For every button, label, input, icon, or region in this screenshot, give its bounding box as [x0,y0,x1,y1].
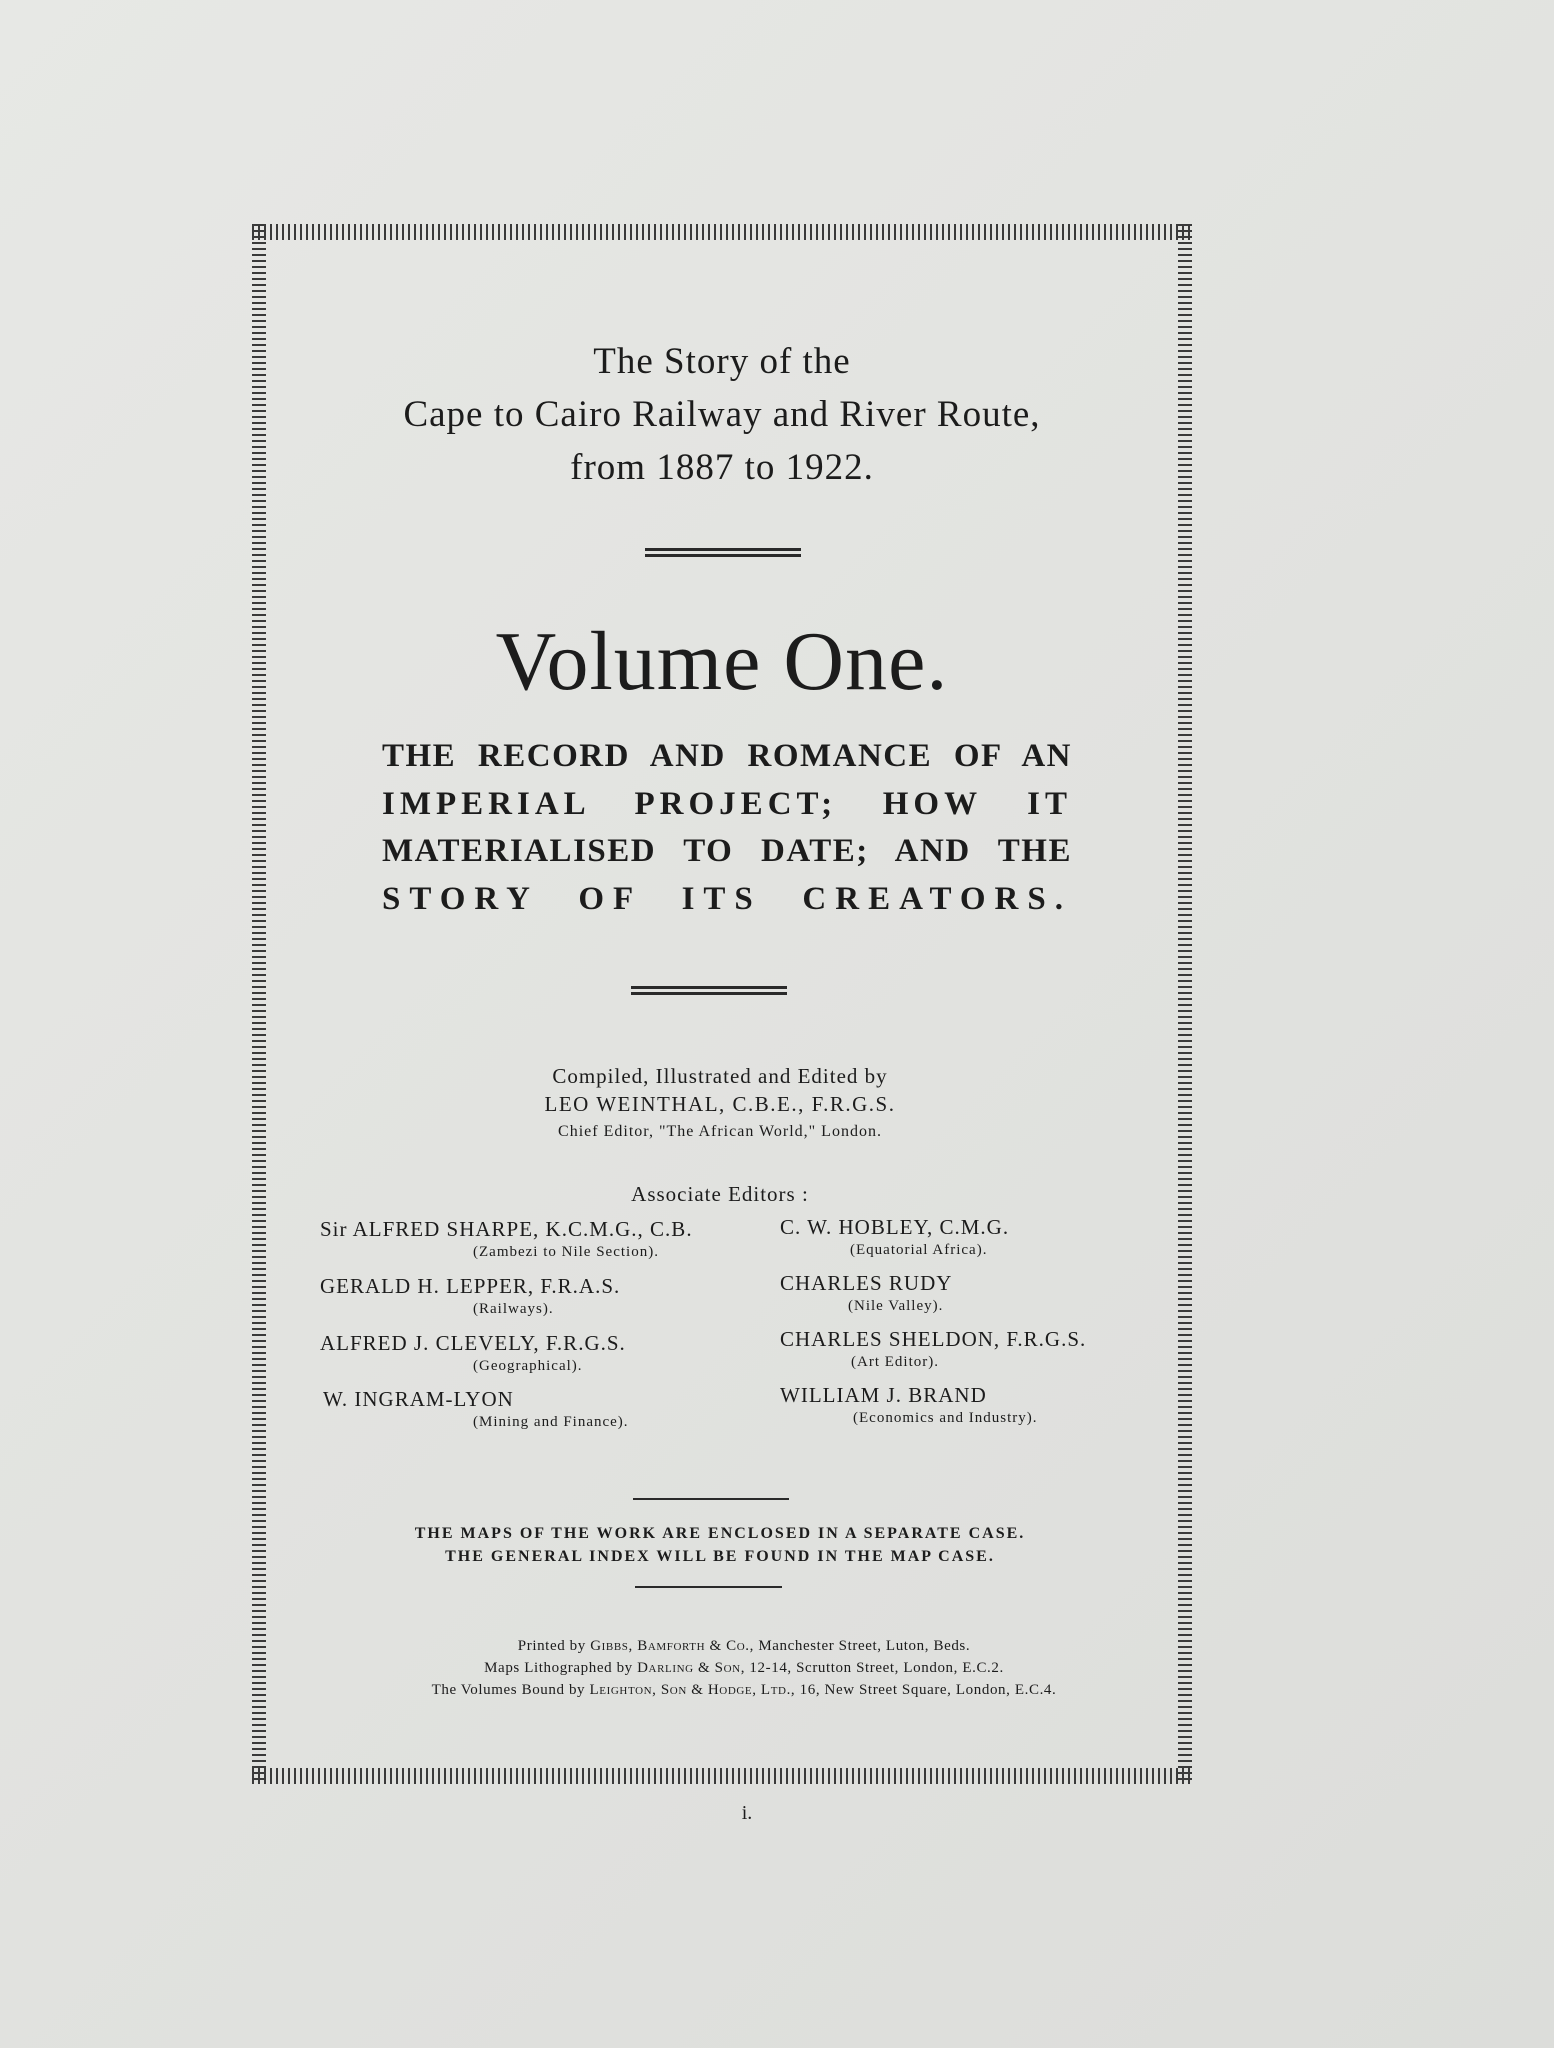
subtitle-line-4: STORY OF ITS CREATORS. [382,881,1072,917]
editor-name: CHARLES RUDY [780,1271,953,1295]
editor-role: (Nile Valley). [848,1298,944,1314]
story-title [252,335,1192,494]
editor-name: C. W. HOBLEY, C.M.G. [780,1215,1010,1239]
page-number: i. [741,1802,753,1824]
story-title-line-2: Cape to Cairo Railway and River Route, [403,394,1041,435]
imprint-printer [0,1635,1488,1657]
imprint-text: , 12-14, Scrutton Street, London, E.C.2. [740,1660,1004,1676]
compiled-by: Compiled, Illustrated and Edited by [552,1064,888,1088]
subtitle-line-1: THE RECORD AND ROMANCE OF AN [382,738,1072,774]
double-rule-divider [645,548,801,557]
double-rule-divider [631,986,787,995]
associate-editor [780,1270,1220,1316]
imprint-lithographer [0,1657,1488,1679]
editor-role: (Zambezi to Nile Section). [473,1244,659,1260]
subtitle-line-2: IMPERIAL PROJECT; HOW IT [382,786,1072,822]
lithographer-name: Darling & Son [637,1660,741,1676]
subtitle-line-3: MATERIALISED TO DATE; AND THE [382,833,1072,869]
editor-name: GERALD H. LEPPER, F.R.A.S. [320,1274,621,1298]
binder-name: Leighton, Son & Hodge, Ltd. [589,1682,791,1698]
chief-editor-name: LEO WEINTHAL, C.B.E., F.R.G.S. [544,1092,896,1116]
editor-role: (Railways). [473,1301,554,1317]
associate-editor [780,1326,1220,1372]
editor-name: ALFRED J. CLEVELY, F.R.G.S. [320,1331,626,1355]
associate-editor [780,1382,1220,1428]
associate-editor [320,1273,760,1319]
border-bottom [252,1768,1192,1784]
editor-name: Sir ALFRED SHARPE, K.C.M.G., C.B. [320,1217,693,1241]
editor-name: W. INGRAM-LYON [323,1387,514,1411]
editor-role: (Mining and Finance). [473,1414,629,1430]
editor-role: (Equatorial Africa). [850,1242,988,1258]
imprint-text: Maps Lithographed by [484,1660,633,1676]
editor-name: CHARLES SHELDON, F.R.G.S. [780,1327,1087,1351]
maps-notice-line-2: THE GENERAL INDEX WILL BE FOUND IN THE MAP CASE. [445,1548,995,1565]
rule-divider [633,1498,789,1500]
maps-notice-line-1: THE MAPS OF THE WORK ARE ENCLOSED IN A SEPARATE CASE. [414,1525,1026,1542]
associate-editors-heading: Associate Editors : [631,1182,809,1206]
imprint-text: Printed by [517,1638,586,1654]
border-top [252,224,1192,240]
imprint-binder [0,1679,1488,1701]
editor-role: (Economics and Industry). [853,1410,1038,1426]
editor-name: WILLIAM J. BRAND [780,1383,987,1407]
editor-role: (Geographical). [473,1358,583,1374]
imprint-text: The Volumes Bound by [431,1682,586,1698]
associate-editor [780,1214,1220,1260]
associate-editor [320,1216,760,1262]
volume-title: Volume One. [495,615,949,708]
associate-editor [323,1386,763,1432]
chief-editor-role: Chief Editor, "The African World," London. [558,1123,882,1140]
imprint-text: , Manchester Street, Luton, Beds. [749,1638,971,1654]
editor-role: (Art Editor). [851,1354,939,1370]
story-title-line-1: The Story of the [593,341,851,382]
imprint-text: , 16, New Street Square, London, E.C.4. [790,1682,1057,1698]
story-title-line-3: from 1887 to 1922. [570,447,874,488]
associate-editor [320,1330,760,1376]
rule-divider [635,1586,782,1588]
printer-name: Gibbs, Bamforth & Co. [590,1638,750,1654]
